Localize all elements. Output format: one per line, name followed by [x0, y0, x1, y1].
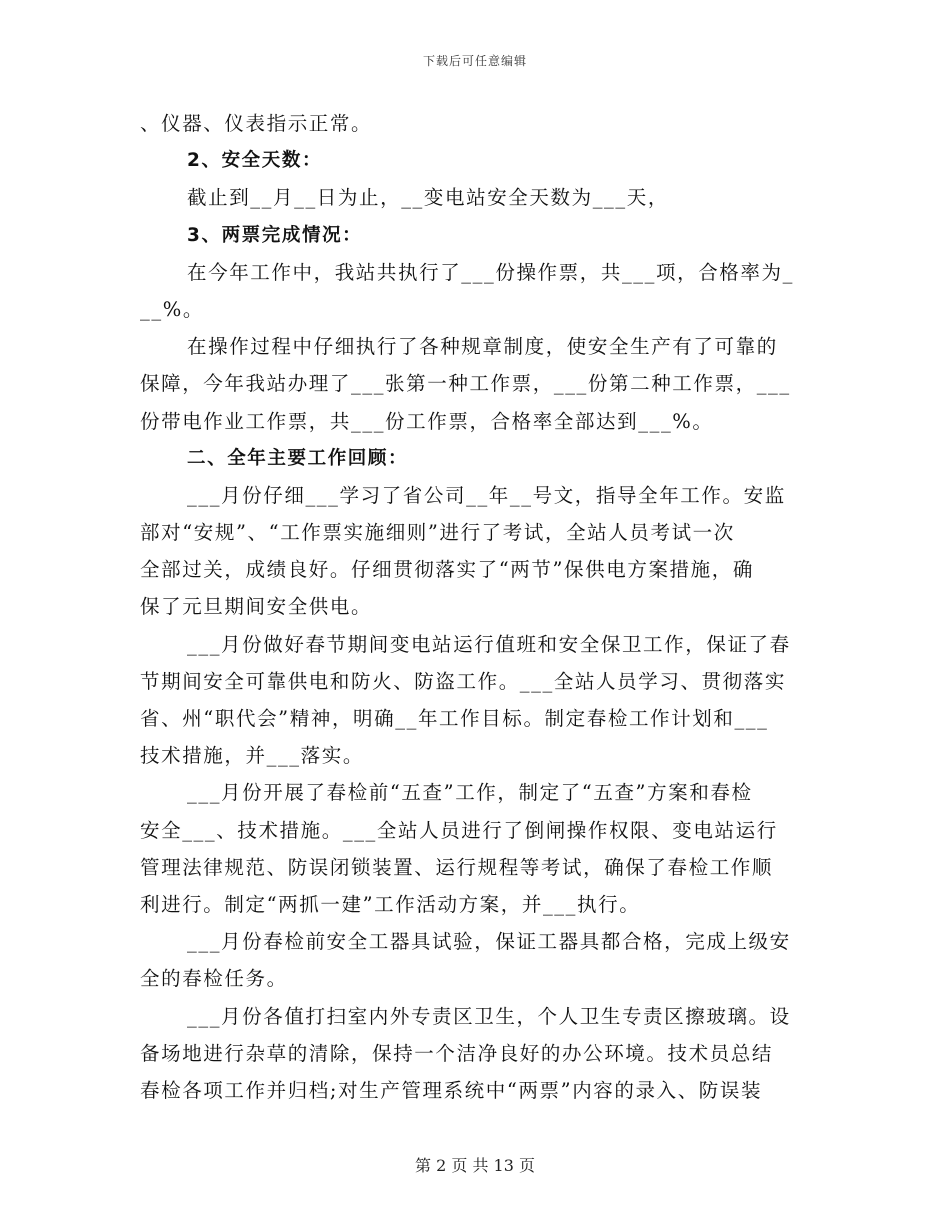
- body-text-line: 节期间安全可靠供电和防火、防盗工作。___全站人员学习、贯彻落实: [140, 669, 786, 693]
- document-body: [140, 105, 812, 1109]
- body-text-line: 春检各项工作并归档;对生产管理系统中“两票”内容的录入、防误装: [140, 1078, 763, 1102]
- body-text-line: 全的春检任务。: [140, 967, 288, 991]
- body-text-line: 管理法律规范、防误闭锁装置、运行规程等考试，确保了春检工作顺: [140, 855, 774, 879]
- body-text-line: __%。: [140, 297, 204, 321]
- section-heading: 2、安全天数：: [187, 150, 323, 172]
- body-text-line: 利进行。制定“两抓一建”工作活动方案，并___执行。: [140, 892, 641, 916]
- body-text-line: ___月份做好春节期间变电站运行值班和安全保卫工作，保证了春: [187, 632, 791, 656]
- body-text-line: 技术措施，并___落实。: [140, 744, 364, 768]
- body-text-line: 安全___、技术措施。___全站人员进行了倒闸操作权限、变电站运行: [140, 818, 778, 842]
- section-heading: 二、全年主要工作回顾：: [187, 447, 409, 469]
- section-heading: 3、两票完成情况：: [187, 224, 363, 246]
- body-text-line: 省、州“职代会”精神，明确__年工作目标。制定春检工作计划和___: [140, 707, 769, 730]
- body-text-line: ___月份春检前安全工器具试验，保证工器具都合格，完成上级安: [187, 930, 791, 954]
- page-header-note: 下载后可任意编辑: [422, 54, 527, 68]
- body-text-line: ___月份开展了春检前“五查”工作，制定了“五查”方案和春检: [187, 781, 753, 805]
- body-text-line: 部对“安规”、“工作票实施细则”进行了考试，全站人员考试一次: [140, 521, 735, 545]
- body-text-line: 全部过关，成绩良好。仔细贯彻落实了“两节”保供电方案措施，确: [140, 558, 754, 582]
- body-text-line: 备场地进行杂草的清除，保持一个洁净良好的办公环境。技术员总结: [140, 1041, 774, 1065]
- body-text-line: 份带电作业工作票，共___份工作票，合格率全部达到___%。: [140, 409, 714, 433]
- body-text-line: 在今年工作中，我站共执行了___份操作票，共___项，合格率为_: [187, 260, 794, 284]
- body-text-line: 保了元旦期间安全供电。: [140, 595, 373, 619]
- body-text-line: 、仪器、仪表指示正常。: [140, 112, 373, 135]
- body-text-line: ___月份仔细___学习了省公司__年__号文，指导全年工作。安监: [187, 483, 786, 507]
- page-number-footer: 第 2 页 共 13 页: [415, 1156, 535, 1175]
- body-text-line: 截止到__月__日为止，__变电站安全天数为___天，: [187, 186, 669, 210]
- body-text-line: ___月份各值打扫室内外专责区卫生，个人卫生专责区擦玻璃。设: [187, 1004, 791, 1028]
- body-text-line: 保障，今年我站办理了___张第一种工作票，___份第二种工作票，___: [140, 372, 791, 396]
- body-text-line: 在操作过程中仔细执行了各种规章制度，使安全生产有了可靠的: [187, 335, 778, 359]
